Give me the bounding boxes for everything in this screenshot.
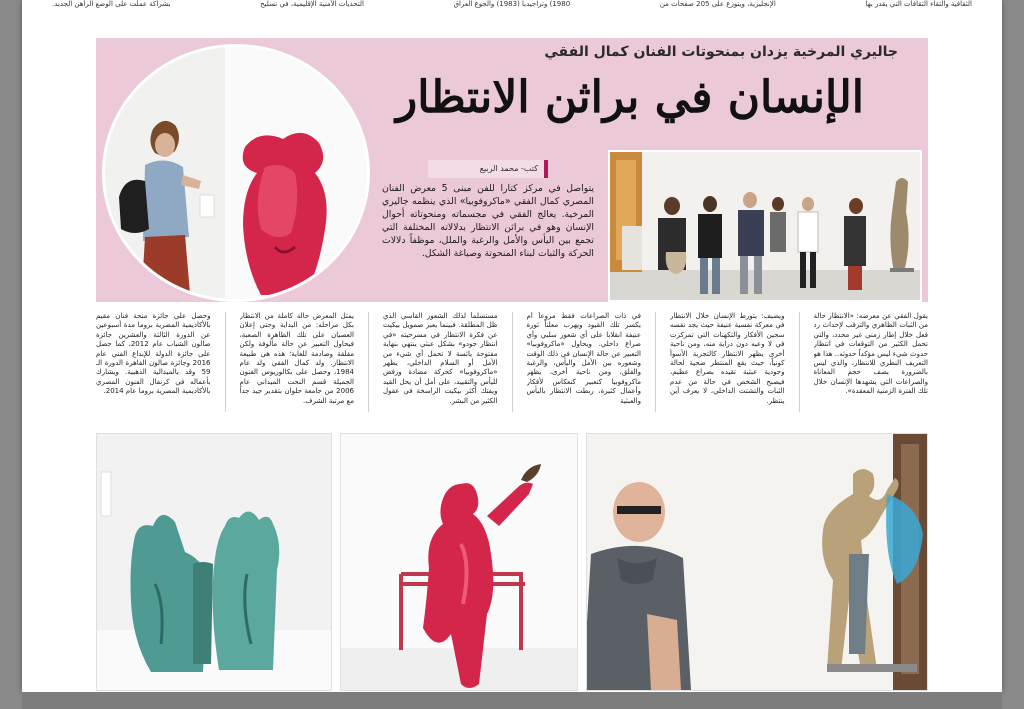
- column-divider: [225, 312, 226, 412]
- article-lead: يتواصل في مركز كتارا للفن مبنى 5 معرض الفنان المصري كمال الفقي «ماكروفوبيا» الذي ينظمه جاليري المرخية. يعالج الفقي في مجسماته ومنحوتاته أحوال الإنسان وهو في براثن الانتظار بدلالاته المختلفة التي تجمع بين اليأس والأمل والرغبة والملل، موظفاً دلالات الحركة والثبات لبناء المنحوتة وصياغة الشكل.: [382, 183, 594, 259]
- strip-text: بشراكة عملت على الوضع الراهن الجديد.: [52, 0, 171, 8]
- column-divider: [368, 312, 369, 412]
- previous-article-strip: [22, 0, 1002, 14]
- column-divider: [512, 312, 513, 412]
- page-shadow: [22, 692, 1002, 709]
- body-column: في ذات الصراعات فقط مروعاً أم يكسر تلك القيود ويهرب معلناً ثورة عنيفة انقلابا على أي شعور سلبي وأي صراع داخلي. ويحاول «ماكروفوبيا» التعبير عن حالة الإنسان في ذلك الوقت وشعوره بين الأمل واليأس، والرغبة والقلق، ومن ناحية أخرى، يظهر ماكروفوبيا كتعبير كنعكاس لأفكار وأعمال كثيرة، ربطت الانتظار باليأس والعبثية: [526, 312, 641, 405]
- circle-photo-woman-with-red-sculpture: [102, 44, 370, 302]
- column-divider: [799, 312, 800, 412]
- gallery-visitors-photo: [608, 150, 922, 302]
- article-kicker: جاليري المرخية يزدان بمنحوتات الفنان كمال الفقي: [544, 44, 898, 60]
- column-divider: [655, 312, 656, 412]
- body-column: يقول الفقي عن معرضه: «الانتظار حالة من الثبات الظاهري والترقب لإحداث رد فعل خلال إطار زمني غير محدد، والتي تحمل الكثير من التوقعات في انتظار حدوث شيء ليس مؤكداً حدوثه.. هذا هو التعريف النظري للانتظار، والذي ليس بالضرورة يصف حجم المعاناة والصراعات التي يشهدها الإنسان خلال تلك الفترة الزمنية المعقدة».: [813, 312, 928, 396]
- article-headline: الإنسان في براثن الانتظار: [396, 72, 864, 123]
- strip-text: التحديات الأمنية الإقليمية، في تسليح: [260, 0, 364, 8]
- body-column: ويضيف: يتورط الإنسان خلال الانتظار في معركة نفسية عنيفة حيث يجد نفسه سجين الأفكار والتكهنات التي تمركزت في لا وعيه دون دراية منه، ومن ناحية أخرى يظهر الانتظار كالتجربة الأسوأ كونياً، حيث يقع المنتظر ضحية لحالة وجودية عبثية تقيده بصراع عظيم، فيصبح الشخص في حالة من عدم الثبات والتشتت الداخلي، لا يعرف أين ينتظر.: [670, 312, 785, 405]
- body-column: وحصل على جائزة منحة فنان مقيم بالأكاديمية المصرية بروما مدة أسبوعين عن الدورة الثالثة والعشرين جائزة صالون الشباب عام 2012، كما حصل على جائزة الدولة للإبداع الفني عام 2016 وجائزة صالون القاهرة الدورة الـ 59 وقد بالميدالية الذهبية. ويشارك بأعماله في كرنفال الفنون المصري بالأكاديمية المصرية بروما عام 2014.: [96, 312, 211, 396]
- byline: كتب- محمد الربيع: [428, 160, 548, 178]
- strip-text: الإنجليزية، ويتوزع على 205 صفحات من: [659, 0, 776, 8]
- article-banner: [96, 38, 928, 302]
- body-column: يمثل المعرض حالة كاملة من الانتظار بكل مراحله: من البداية وحتى إعلان العصيان على تلك الظاهرة الصعبة، فيحاول التعبير عن حالة مألوفة ولكن مقلقة وصادمة للغاية؛ هذه هي طبيعة الانتظار. ولد كمال الفقي ولد عام 1984، وحصل على بكالوريوس الفنون الجميلة قسم النحت الميداني عام 2006 من جامعة حلوان بتقدير جيد جداً مع مرتبة الشرف.: [239, 312, 354, 405]
- strip-text: 1980) وتراجيديا (1983) والجوع العراق: [453, 0, 571, 8]
- red-figure-on-bench-sculpture-photo: [340, 433, 578, 691]
- green-bronze-seated-figures-photo: [96, 433, 332, 691]
- article-body-columns: [96, 312, 928, 422]
- newspaper-page: [22, 0, 1002, 692]
- body-column: مستسلماً لذلك الشعور القاسي الذي ظل المطلقة. فبينما يعبر صمويل بيكيت عن فكرة الانتظار في مسرحيته «في انتظار جودو» بشكل عبثي ينتهي بنهاية مفتوحة يائسة لا تحمل أي شيء من الأمل أو السلام الداخلي، يظهر «ماكروفوبيا» كحركة مضادة ورفض لليأس والتقييد، على أمل أن يحل القيد ويفتك أكثر بيكيت الراسخة في عقول الكثير من البشر.: [383, 312, 498, 405]
- strip-text: الثقافية والتقاء الثقافات التي يقدر بها: [865, 0, 972, 8]
- man-viewing-sculpture-photo: [586, 433, 928, 691]
